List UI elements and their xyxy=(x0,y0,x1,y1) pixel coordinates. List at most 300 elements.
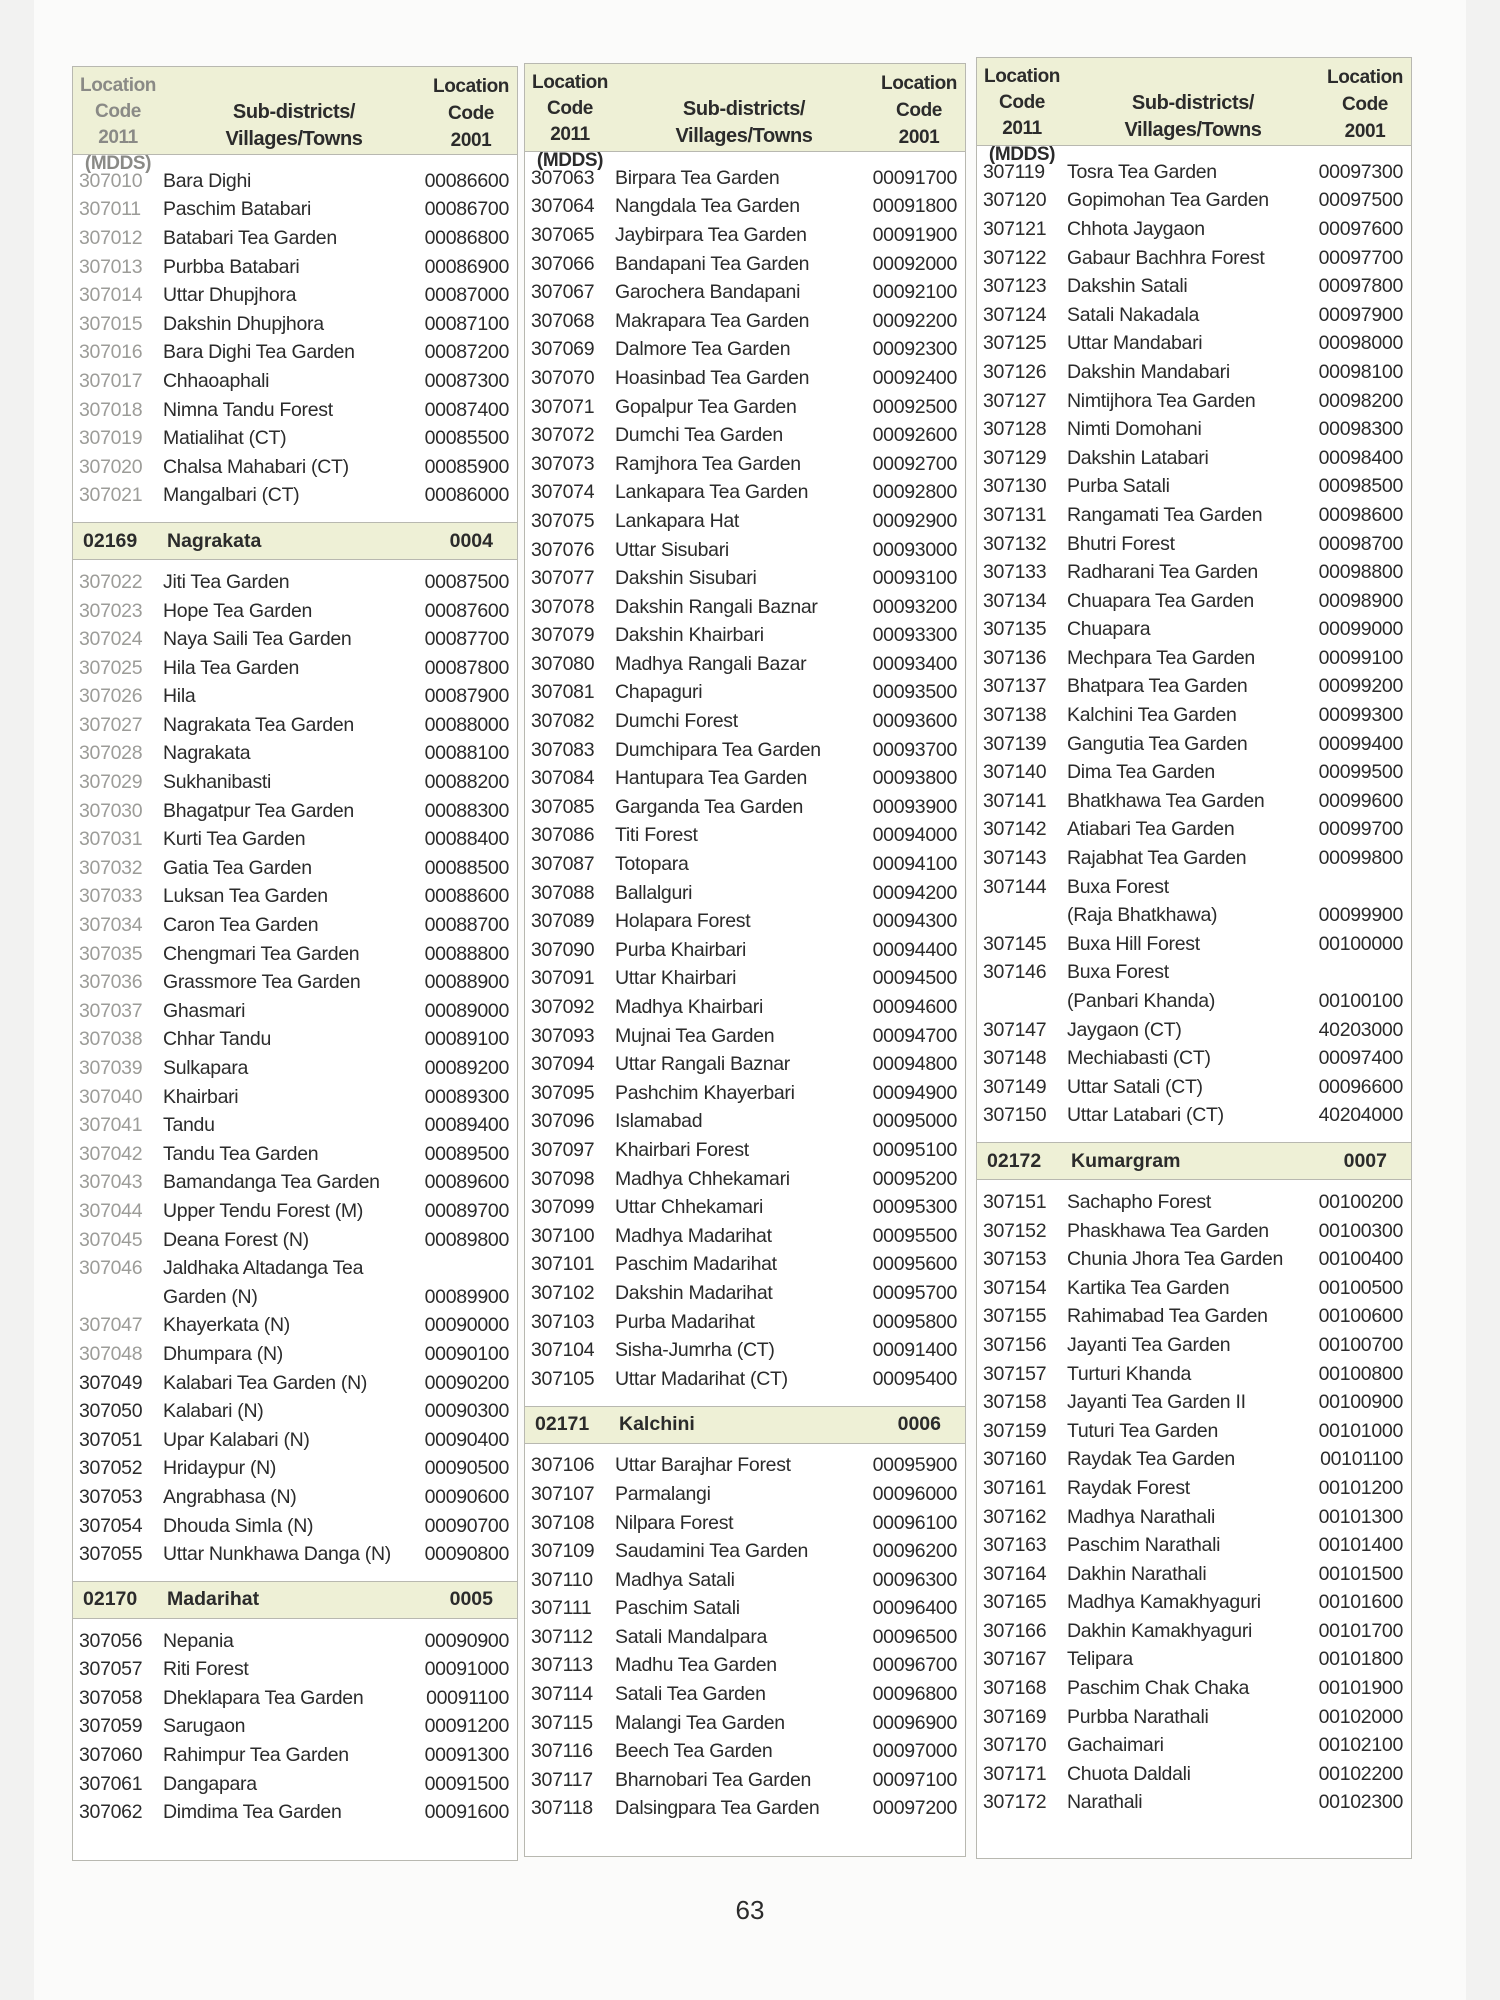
village-name: Nagrakata Tea Garden xyxy=(163,713,354,736)
subdistrict-heading xyxy=(73,1581,517,1619)
village-name: Lankapara Tea Garden xyxy=(615,481,809,504)
village-name: Uttar Nunkhawa Danga (N) xyxy=(163,1543,391,1566)
location-code-2001: 00094400 xyxy=(872,938,957,961)
location-code-2011: 307086 xyxy=(531,824,595,847)
table-row xyxy=(977,473,1411,502)
table-row xyxy=(73,396,517,425)
subdistrict-location-code: 0006 xyxy=(897,1413,941,1436)
table-row xyxy=(525,822,965,851)
location-code-2011: 307106 xyxy=(531,1454,595,1477)
location-code-2011: 307050 xyxy=(79,1400,143,1423)
village-name: Gachaimari xyxy=(1067,1734,1164,1757)
location-code-2011: 307068 xyxy=(531,309,595,332)
village-name: Jaldhaka Altadanga Tea xyxy=(163,1257,364,1280)
table-row xyxy=(525,1652,965,1681)
village-name: Dakshin Sisubari xyxy=(615,567,757,590)
location-code-2011: 307046 xyxy=(79,1257,143,1280)
location-code-2011: 307119 xyxy=(983,160,1045,183)
village-name: Uttar Dhupjhora xyxy=(163,284,297,307)
location-code-2011: 307067 xyxy=(531,281,595,304)
location-code-2001: 00090700 xyxy=(424,1514,509,1537)
table-row xyxy=(977,1617,1411,1646)
location-code-2001: 00093600 xyxy=(872,710,957,733)
subdistrict-code: 02172 xyxy=(987,1149,1042,1172)
location-code-2001: 00089900 xyxy=(424,1285,509,1308)
table-row xyxy=(525,1795,965,1824)
location-code-2001: 40204000 xyxy=(1318,1104,1403,1127)
table-row xyxy=(73,424,517,453)
location-code-2001: 00100000 xyxy=(1318,932,1403,955)
header-line: 2001 xyxy=(450,130,492,151)
location-code-2011: 307083 xyxy=(531,738,595,761)
location-code-2011: 307136 xyxy=(983,646,1047,669)
village-name: Chuapara xyxy=(1067,618,1151,641)
location-code-2001: 00099300 xyxy=(1318,704,1403,727)
location-code-2011: 307036 xyxy=(79,971,143,994)
village-name: Madhya Kamakhyaguri xyxy=(1067,1591,1261,1614)
location-code-2011: 307039 xyxy=(79,1057,143,1080)
table-row xyxy=(73,1540,517,1569)
location-code-2001: 00101800 xyxy=(1318,1648,1403,1671)
header-subdistricts xyxy=(163,73,425,153)
location-code-2011: 307010 xyxy=(79,169,143,192)
table-row xyxy=(977,930,1411,959)
location-code-2001: 00101700 xyxy=(1318,1619,1403,1642)
location-code-2011: 307075 xyxy=(531,509,595,532)
table-row xyxy=(977,215,1411,244)
table-row xyxy=(525,1566,965,1595)
table-row xyxy=(977,1646,1411,1675)
location-code-2001: 00102200 xyxy=(1318,1762,1403,1785)
village-name: Mechpara Tea Garden xyxy=(1067,646,1255,669)
header-location-code-2011 xyxy=(73,73,163,177)
village-name: Gabaur Bachhra Forest xyxy=(1067,246,1265,269)
location-code-2001: 00090200 xyxy=(424,1371,509,1394)
header-line: Sub-districts/ xyxy=(232,101,356,123)
location-code-2001: 00090400 xyxy=(424,1428,509,1451)
location-code-2011: 307076 xyxy=(531,538,595,561)
location-code-2001: 00098500 xyxy=(1318,475,1403,498)
location-code-2001: 00087100 xyxy=(424,312,509,335)
village-name: Luksan Tea Garden xyxy=(163,885,328,908)
village-name: Hope Tea Garden xyxy=(163,599,313,622)
village-name: Bandapani Tea Garden xyxy=(615,252,810,275)
location-code-2011: 307059 xyxy=(79,1715,143,1738)
header-line: Sub-districts/ xyxy=(682,98,806,120)
location-code-2001: 00089200 xyxy=(424,1057,509,1080)
location-code-2001: 00092900 xyxy=(872,509,957,532)
location-code-2001: 00096800 xyxy=(872,1683,957,1706)
location-code-2001: 00089700 xyxy=(424,1199,509,1222)
village-name: Nimtijhora Tea Garden xyxy=(1067,389,1256,412)
table-row xyxy=(977,444,1411,473)
village-name: Madhya Madarihat xyxy=(615,1224,772,1247)
header-subdistricts xyxy=(1067,64,1319,144)
location-code-2001: 00092500 xyxy=(872,395,957,418)
village-name: Chhota Jaygaon xyxy=(1067,217,1205,240)
table-row xyxy=(977,673,1411,702)
village-name: Khairbari Forest xyxy=(615,1138,749,1161)
location-code-2001: 00099900 xyxy=(1318,904,1403,927)
table-row xyxy=(525,1108,965,1137)
location-code-2001: 00088700 xyxy=(424,914,509,937)
header-location-code-2001 xyxy=(873,70,965,151)
table-row xyxy=(977,1388,1411,1417)
location-code-2011: 307043 xyxy=(79,1171,143,1194)
village-name: Bara Dighi xyxy=(163,169,252,192)
subdistrict-code: 02169 xyxy=(83,529,138,552)
village-name: Titi Forest xyxy=(615,824,698,847)
village-name: Purba Khairbari xyxy=(615,938,746,961)
table-row xyxy=(525,1222,965,1251)
location-code-2011: 307140 xyxy=(983,761,1047,784)
location-code-2001: 00089600 xyxy=(424,1171,509,1194)
village-name: Garden (N) xyxy=(163,1285,258,1308)
location-code-2011: 307120 xyxy=(983,189,1047,212)
table-row xyxy=(73,1426,517,1455)
subdistrict-name: Nagrakata xyxy=(167,529,262,552)
location-code-2011: 307095 xyxy=(531,1081,595,1104)
table-row xyxy=(977,701,1411,730)
table-row xyxy=(977,358,1411,387)
table-header xyxy=(73,67,517,174)
location-code-2001: 00097000 xyxy=(872,1740,957,1763)
location-code-2001: 00091300 xyxy=(424,1744,509,1767)
location-code-2001: 00090800 xyxy=(424,1543,509,1566)
village-name: Uttar Chhekamari xyxy=(615,1196,764,1219)
table-row xyxy=(73,797,517,826)
table-row xyxy=(525,679,965,708)
table-row xyxy=(73,597,517,626)
village-name: Dhouda Simla (N) xyxy=(163,1514,314,1537)
location-code-2011: 307127 xyxy=(983,389,1047,412)
table-row xyxy=(73,1054,517,1083)
village-name: Dalmore Tea Garden xyxy=(615,338,791,361)
location-code-2011: 307069 xyxy=(531,338,595,361)
table-row xyxy=(977,816,1411,845)
village-name: Gopalpur Tea Garden xyxy=(615,395,797,418)
location-code-2001: 00096200 xyxy=(872,1540,957,1563)
village-name: Chunia Jhora Tea Garden xyxy=(1067,1248,1284,1271)
location-code-2011: 307032 xyxy=(79,856,143,879)
location-code-2001: 00093100 xyxy=(872,567,957,590)
location-code-2001: 00100100 xyxy=(1318,990,1403,1013)
table-row xyxy=(977,1560,1411,1589)
location-code-2001: 00094600 xyxy=(872,996,957,1019)
village-name: Lankapara Hat xyxy=(615,509,740,532)
table-row xyxy=(977,530,1411,559)
table-row xyxy=(977,1303,1411,1332)
village-name: (Raja Bhatkhawa) xyxy=(1067,904,1218,927)
location-code-2011: 307027 xyxy=(79,713,143,736)
village-name: Mujnai Tea Garden xyxy=(615,1024,775,1047)
location-code-2011: 307122 xyxy=(983,246,1047,269)
village-name: Madhya Rangali Bazar xyxy=(615,652,807,675)
village-name: Madhya Chhekamari xyxy=(615,1167,790,1190)
village-name: Dakshin Mandabari xyxy=(1067,360,1230,383)
location-code-2001: 00099500 xyxy=(1318,761,1403,784)
location-code-2011: 307118 xyxy=(531,1797,593,1820)
location-code-2001: 00100700 xyxy=(1318,1333,1403,1356)
location-code-2001: 00099100 xyxy=(1318,646,1403,669)
table-row xyxy=(525,907,965,936)
village-name: Raydak Forest xyxy=(1067,1476,1190,1499)
location-code-2011: 307061 xyxy=(79,1772,143,1795)
table-row xyxy=(977,1731,1411,1760)
table-row xyxy=(73,940,517,969)
header-line: Code 2011 xyxy=(95,101,141,148)
location-code-2001: 00100400 xyxy=(1318,1248,1403,1271)
location-code-2001: 00093400 xyxy=(872,652,957,675)
table-row xyxy=(73,1741,517,1770)
village-name: Uttar Madarihat (CT) xyxy=(615,1367,788,1390)
location-code-2011: 307018 xyxy=(79,398,143,421)
village-name: Uttar Sisubari xyxy=(615,538,729,561)
village-name: Buxa Forest xyxy=(1067,961,1169,984)
village-name: Hila Tea Garden xyxy=(163,656,300,679)
location-code-2011: 307154 xyxy=(983,1276,1047,1299)
village-name: Jayanti Tea Garden xyxy=(1067,1333,1231,1356)
table-row xyxy=(525,1623,965,1652)
location-code-2001: 00090100 xyxy=(424,1342,509,1365)
table-row xyxy=(73,1083,517,1112)
table-row xyxy=(525,1537,965,1566)
village-name: Upar Kalabari (N) xyxy=(163,1428,310,1451)
table-row xyxy=(977,1188,1411,1217)
location-code-2011: 307041 xyxy=(79,1114,143,1137)
table-row xyxy=(977,987,1411,1016)
table-row xyxy=(73,1627,517,1656)
location-code-2001: 00086600 xyxy=(424,169,509,192)
village-name: Bhatpara Tea Garden xyxy=(1067,675,1248,698)
location-code-2011: 307172 xyxy=(983,1791,1047,1814)
location-code-2011: 307047 xyxy=(79,1314,143,1337)
location-code-2011: 307129 xyxy=(983,446,1047,469)
location-code-2011: 307124 xyxy=(983,303,1047,326)
village-name: Satali Mandalpara xyxy=(615,1625,768,1648)
village-name: Uttar Barajhar Forest xyxy=(615,1454,791,1477)
table-row xyxy=(977,901,1411,930)
location-code-2001: 00096100 xyxy=(872,1511,957,1534)
table-row xyxy=(525,1509,965,1538)
village-name: Nepania xyxy=(163,1629,234,1652)
location-code-2001: 00087000 xyxy=(424,284,509,307)
location-code-2011: 307089 xyxy=(531,910,595,933)
village-name: Deana Forest (N) xyxy=(163,1228,309,1251)
location-code-2011: 307116 xyxy=(531,1740,593,1763)
location-code-2011: 307093 xyxy=(531,1024,595,1047)
location-code-2001: 00101300 xyxy=(1318,1505,1403,1528)
table-column-3 xyxy=(976,57,1412,1859)
table-row xyxy=(977,330,1411,359)
location-code-2011: 307031 xyxy=(79,828,143,851)
table-header xyxy=(525,64,965,171)
location-code-2001: 00101400 xyxy=(1318,1534,1403,1557)
table-row xyxy=(525,164,965,193)
village-name: Naya Saili Tea Garden xyxy=(163,628,352,651)
location-code-2001: 00100200 xyxy=(1318,1190,1403,1213)
location-code-2011: 307164 xyxy=(983,1562,1047,1585)
village-name: Dakshin Latabari xyxy=(1067,446,1209,469)
village-name: Bhagatpur Tea Garden xyxy=(163,799,354,822)
table-row xyxy=(525,1136,965,1165)
table-row xyxy=(73,367,517,396)
location-code-2011: 307153 xyxy=(983,1248,1047,1271)
village-name: Ghasmari xyxy=(163,999,246,1022)
location-code-2011: 307021 xyxy=(79,484,143,507)
location-code-2001: 00102100 xyxy=(1318,1734,1403,1757)
location-code-2011: 307022 xyxy=(79,570,143,593)
location-code-2011: 307064 xyxy=(531,195,595,218)
subdistrict-name: Kumargram xyxy=(1071,1149,1181,1172)
table-row xyxy=(525,965,965,994)
table-row xyxy=(73,968,517,997)
table-row xyxy=(525,1365,965,1394)
location-code-2011: 307079 xyxy=(531,624,595,647)
table-row xyxy=(73,1197,517,1226)
village-name: Telipara xyxy=(1067,1648,1133,1671)
village-name: Purba Madarihat xyxy=(615,1310,755,1333)
header-line: Code xyxy=(1342,94,1388,115)
location-code-2001: 00088900 xyxy=(424,971,509,994)
location-code-2011: 307117 xyxy=(531,1768,593,1791)
location-code-2001: 00100600 xyxy=(1318,1305,1403,1328)
location-code-2011: 307133 xyxy=(983,561,1047,584)
location-code-2001: 00099600 xyxy=(1318,789,1403,812)
location-code-2001: 00101600 xyxy=(1318,1591,1403,1614)
location-code-2001: 00093700 xyxy=(872,738,957,761)
table-row xyxy=(73,1312,517,1341)
location-code-2011: 307165 xyxy=(983,1591,1047,1614)
subdistrict-code: 02171 xyxy=(535,1413,590,1436)
location-code-2011: 307114 xyxy=(531,1683,593,1706)
village-name: Riti Forest xyxy=(163,1658,249,1681)
header-line: 2001 xyxy=(898,127,940,148)
village-name: Uttar Latabari (CT) xyxy=(1067,1104,1224,1127)
location-code-2011: 307090 xyxy=(531,938,595,961)
village-name: Garochera Bandapani xyxy=(615,281,801,304)
location-code-2011: 307020 xyxy=(79,455,143,478)
location-code-2001: 40203000 xyxy=(1318,1018,1403,1041)
table-row xyxy=(525,650,965,679)
table-row xyxy=(525,1279,965,1308)
table-row xyxy=(977,1503,1411,1532)
village-name: Dima Tea Garden xyxy=(1067,761,1215,784)
location-code-2011: 307037 xyxy=(79,999,143,1022)
location-code-2001: 00095500 xyxy=(872,1224,957,1247)
table-row xyxy=(977,1245,1411,1274)
location-code-2011: 307054 xyxy=(79,1514,143,1537)
village-name: Purbba Batabari xyxy=(163,255,300,278)
table-row xyxy=(73,281,517,310)
location-code-2011: 307162 xyxy=(983,1505,1047,1528)
location-code-2001: 00097700 xyxy=(1318,246,1403,269)
table-row xyxy=(73,568,517,597)
location-code-2011: 307033 xyxy=(79,885,143,908)
location-code-2001: 00095700 xyxy=(872,1281,957,1304)
table-row xyxy=(977,873,1411,902)
table-row xyxy=(977,844,1411,873)
location-code-2001: 00097100 xyxy=(872,1768,957,1791)
location-code-2011: 307065 xyxy=(531,223,595,246)
village-name: Nimti Domohani xyxy=(1067,418,1202,441)
location-code-2001: 00100800 xyxy=(1318,1362,1403,1385)
table-row xyxy=(977,1760,1411,1789)
location-code-2001: 00088500 xyxy=(424,856,509,879)
village-name: Kalabari Tea Garden (N) xyxy=(163,1371,368,1394)
location-code-2001: 00098000 xyxy=(1318,332,1403,355)
table-row xyxy=(525,336,965,365)
table-row xyxy=(525,278,965,307)
village-name: Paschim Batabari xyxy=(163,198,312,221)
location-code-2011: 307131 xyxy=(983,503,1047,526)
location-code-2011: 307152 xyxy=(983,1219,1047,1242)
location-code-2011: 307085 xyxy=(531,795,595,818)
table-row xyxy=(73,911,517,940)
village-name: Makrapara Tea Garden xyxy=(615,309,810,332)
table-row xyxy=(525,1680,965,1709)
village-name: Atiabari Tea Garden xyxy=(1067,818,1235,841)
header-line: Villages/Towns xyxy=(1124,119,1262,141)
location-code-2011: 307017 xyxy=(79,369,143,392)
location-code-2001: 00098100 xyxy=(1318,360,1403,383)
location-code-2001: 00089500 xyxy=(424,1142,509,1165)
location-code-2011: 307066 xyxy=(531,252,595,275)
location-code-2001: 00094900 xyxy=(872,1081,957,1104)
location-code-2001: 00094300 xyxy=(872,910,957,933)
location-code-2001: 00091700 xyxy=(872,166,957,189)
location-code-2011: 307121 xyxy=(983,217,1047,240)
location-code-2001: 00099000 xyxy=(1318,618,1403,641)
village-name: Matialihat (CT) xyxy=(163,427,287,450)
village-name: Kartika Tea Garden xyxy=(1067,1276,1230,1299)
village-name: Paschim Satali xyxy=(615,1597,740,1620)
village-name: Tosra Tea Garden xyxy=(1067,160,1217,183)
location-code-2001: 00099700 xyxy=(1318,818,1403,841)
location-code-2011: 307103 xyxy=(531,1310,595,1333)
location-code-2011: 307149 xyxy=(983,1075,1047,1098)
location-code-2001: 00088400 xyxy=(424,828,509,851)
location-code-2001: 00085500 xyxy=(424,427,509,450)
subdistrict-name: Madarihat xyxy=(167,1588,260,1611)
village-name: Tuturi Tea Garden xyxy=(1067,1419,1218,1442)
table-row xyxy=(977,959,1411,988)
table-row xyxy=(73,1226,517,1255)
location-code-2011: 307023 xyxy=(79,599,143,622)
location-code-2001: 00086900 xyxy=(424,255,509,278)
location-code-2001: 00087500 xyxy=(424,570,509,593)
table-row xyxy=(73,740,517,769)
location-code-2011: 307070 xyxy=(531,366,595,389)
village-name: Sulkapara xyxy=(163,1057,249,1080)
village-name: Gopimohan Tea Garden xyxy=(1067,189,1269,212)
location-code-2001: 00088600 xyxy=(424,885,509,908)
table-row xyxy=(73,654,517,683)
location-code-2011: 307029 xyxy=(79,771,143,794)
location-code-2011: 307024 xyxy=(79,628,143,651)
location-code-2011: 307058 xyxy=(79,1686,143,1709)
table-row xyxy=(73,825,517,854)
village-name: Parmalangi xyxy=(615,1482,711,1505)
table-row xyxy=(525,364,965,393)
location-code-2011: 307084 xyxy=(531,767,595,790)
village-name: Rajabhat Tea Garden xyxy=(1067,847,1247,870)
table-row xyxy=(525,507,965,536)
village-name: Hoasinbad Tea Garden xyxy=(615,366,810,389)
subdistrict-location-code: 0007 xyxy=(1343,1149,1387,1172)
table-row xyxy=(977,1531,1411,1560)
village-name: Sisha-Jumrha (CT) xyxy=(615,1339,775,1362)
